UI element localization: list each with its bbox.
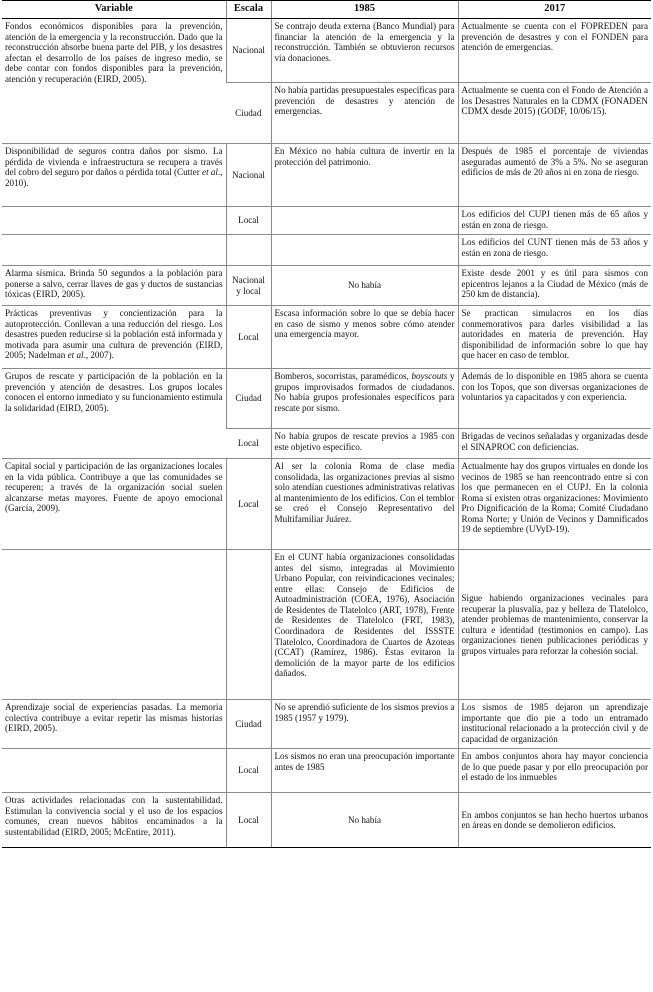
cell-1985 <box>271 207 458 235</box>
table-row <box>2 207 651 235</box>
variable-text-post: ., 2010). <box>5 167 223 188</box>
cell-1985-pre: Bomberos, socorristas, paramédicos, <box>274 371 412 382</box>
table-row <box>2 235 651 266</box>
cell-1985: Se contrajo deuda externa (Banco Mundial) para financiar la atención de la emergencia y la reconstrucción. También se obtuvieron recursos vía donaciones. <box>271 19 458 83</box>
scale-cell: Local <box>226 749 271 793</box>
table-row <box>2 19 651 83</box>
cell-1985-em: boyscouts <box>411 371 448 382</box>
cell-1985-post: y grupos improvisados formados de ciudadanos. No había grupos profesionales específicos para rescate por sismo. <box>274 371 455 413</box>
cell-2017: Actualmente se cuenta con el Fondo de Atención a los Desastres Naturales en la CDMX (FONADEN CDMX desde 2015) (GODF, 10/06/15). <box>458 83 651 144</box>
variable-text-pre: Disponibilidad de seguros contra daños por sismo. La pérdida de vivienda e infraestructura se recupera a través del cobro del seguro por daños o pérdida total (Cutter <box>5 146 223 178</box>
scale-cell: Local <box>226 793 271 848</box>
cell-2017: Los edificios del CUPJ tienen más de 65 años y están en zona de riesgo. <box>458 207 651 235</box>
table-row <box>2 306 651 369</box>
cell-1985: Los sismos no eran una preocupación importante antes de 1985 <box>271 749 458 793</box>
scale-cell: Local <box>226 429 271 459</box>
table-row <box>2 369 651 429</box>
cell-2017: Los edificios del CUNT tienen más de 53 años y están en zona de riesgo. <box>458 235 651 266</box>
cell-2017: En ambos conjuntos se han hecho huertos urbanos en áreas en donde se demolieron edificios. <box>458 793 651 848</box>
cell-2017: Actualmente se cuenta con el FOPREDEN para prevención de desastres y con el FONDEN para atención de emergencias. <box>458 19 651 83</box>
scale-cell: Ciudad <box>226 369 271 429</box>
scale-cell: Nacional <box>226 144 271 207</box>
cell-2017: Brigadas de vecinos señaladas y organizadas desde el SINAPROC con deficiencias. <box>458 429 651 459</box>
variable-text-em: et al <box>67 350 84 361</box>
header-1985: 1985 <box>271 1 458 19</box>
variable-text-pre: Prácticas preventivas y concientización para la autoprotección. Conllevan a una reducción del riesgo. Los desastres pueden reducirse si la población está informada y motivada para asumir una cultura de prevención (EIRD, 2005; Nadelman <box>5 308 223 361</box>
table-row <box>2 550 651 700</box>
variable-cell: Capital social y participación de las organizaciones locales en la vida pública. Contribuye a que las comunidades se recuperen; a través de la organización social suelen alcanzarse metas mayores. Fuente de apoyo emocional (García, 2009). <box>2 459 226 550</box>
variable-cell: Otras actividades relacionadas con la sustentabilidad. Estimulan la convivencia social y el uso de los espacios comunes, crean nuevos hábitos encaminados a la sustentabilidad (EIRD, 2005; McEntire, 2011). <box>2 793 226 848</box>
variable-text-em: et al <box>202 167 218 178</box>
scale-cell: Nacional <box>226 19 271 83</box>
variable-cell <box>2 207 226 235</box>
table-row <box>2 700 651 749</box>
cell-2017: En ambos conjuntos ahora hay mayor conciencia de lo que puede pasar y por ello preocupación por el estado de los inmuebles <box>458 749 651 793</box>
cell-1985: No se aprendió suficiente de los sismos previos a 1985 (1957 y 1979). <box>271 700 458 749</box>
cell-2017: Además de lo disponible en 1985 ahora se cuenta con los Topos, que son diversas organizaciones de voluntarios ya capacitados y con experiencia. <box>458 369 651 429</box>
variable-cell <box>2 749 226 793</box>
cell-1985 <box>271 369 458 429</box>
cell-1985: No había <box>271 266 458 306</box>
variable-cell <box>2 235 226 266</box>
header-row <box>2 1 651 19</box>
cell-2017: Se practican simulacros en los días conmemorativos para darles visibilidad a las autoridades en materia de prevención. Hay disponibilidad de información sobre lo que hay que hacer en caso de temblor. <box>458 306 651 369</box>
cell-1985: No había grupos de rescate previos a 1985 con este objetivo específico. <box>271 429 458 459</box>
scale-cell <box>226 235 271 266</box>
variable-cell: Fondos económicos disponibles para la prevención, atención de la emergencia y la reconstrucción. Dado que la reconstrucción absorbe buena parte del PIB, y los desastres afectan el desarrollo de los países de ingreso medio, se debe contar con fondos disponibles para la prevención, atención y recuperación (EIRD, 2005). <box>2 19 226 144</box>
header-variable: Variable <box>2 1 226 19</box>
cell-2017: Actualmente hay dos grupos virtuales en donde los vecinos de 1985 se han reencontrado entre sí con los que permanecen en el CUPJ. En la colonia Roma sí existen otras organizaciones: Movimiento Pro Dignificación de la Roma; Comité Ciudadano Roma Norte; y Unión de Vecinos y Damnificados 19 de septiembre (UVyD-19). <box>458 459 651 550</box>
cell-1985: Al ser la colonia Roma de clase media consolidada, las organizaciones previas al sismo solo atendían cuestiones administrativas relativas al mantenimiento de los edificios. Con el temblor se creó el Consejo Representativo del Multifamiliar Juárez. <box>271 459 458 550</box>
variable-cell <box>2 306 226 369</box>
table-row <box>2 793 651 848</box>
variable-text-post: ., 2007). <box>83 350 114 361</box>
header-2017: 2017 <box>458 1 651 19</box>
table-row <box>2 749 651 793</box>
cell-2017: Los sismos de 1985 dejaron un aprendizaje importante que dio pie a todo un entramado institucional relacionado a la protección civil y de capacidad de organización <box>458 700 651 749</box>
scale-cell: Local <box>226 306 271 369</box>
cell-2017: Después de 1985 el porcentaje de viviendas aseguradas aumentó de 3% a 5%. No se aseguran edificios de más de 20 años ni en zona de riesgo. <box>458 144 651 207</box>
cell-1985: No había partidas presupuestales específicas para prevención de desastres y atención de emergencias. <box>271 83 458 144</box>
cell-2017: Existe desde 2001 y es útil para sismos con epicentros lejanos a la Ciudad de México (más de 250 km de distancia). <box>458 266 651 306</box>
table-row <box>2 459 651 550</box>
cell-1985: Escasa información sobre lo que se debía hacer en caso de sismo y menos sobre cómo atender una emergencia mayor. <box>271 306 458 369</box>
scale-cell: Local <box>226 207 271 235</box>
table-row <box>2 144 651 207</box>
cell-1985: En México no había cultura de invertir en la protección del patrimonio. <box>271 144 458 207</box>
scale-cell <box>226 550 271 700</box>
table-row <box>2 266 651 306</box>
header-escala: Escala <box>226 1 271 19</box>
variable-cell: Aprendizaje social de experiencias pasadas. La memoria colectiva contribuye a evitar repetir las mismas historias (EIRD, 2005). <box>2 700 226 749</box>
variable-cell: Alarma sísmica. Brinda 50 segundos a la población para ponerse a salvo, cerrar llaves de gas y ductos de sustancias tóxicas (EIRD, 2005). <box>2 266 226 306</box>
scale-cell: Ciudad <box>226 83 271 144</box>
scale-cell: Nacional y local <box>226 266 271 306</box>
comparison-table <box>2 0 651 848</box>
cell-1985: No había <box>271 793 458 848</box>
variable-cell <box>2 550 226 700</box>
variable-cell <box>2 144 226 207</box>
cell-1985 <box>271 235 458 266</box>
variable-cell: Grupos de rescate y participación de la población en la prevención y atención de desastres. Los grupos locales conocen el entorno inmediato y su funcionamiento estimula la solidaridad (EIRD, 2005). <box>2 369 226 459</box>
cell-1985: En el CUNT había organizaciones consolidadas antes del sismo, integradas al Movimiento Urbano Popular, con reivindicaciones vecinales; entre ellas: Consejo de Edificios de Autoadministración (COEA, 1976), Asociación de Residentes de Tlatelolco (ART, 1978), Frente de Residentes de Tlatelolco (FRT, 1983), Coordinadora de Residentes del ISSSTE Tlatelolco, Coordinadora de Cuartos de Azoteas (CCAT) (Ramírez, 1986). Éstas evitaron la demolición de la mayor parte de los edificios dañados. <box>271 550 458 700</box>
scale-cell: Local <box>226 459 271 550</box>
scale-cell: Ciudad <box>226 700 271 749</box>
cell-2017: Sigue habiendo organizaciones vecinales para recuperar la plusvalía, paz y belleza de Tlatelolco, atender problemas de mantenimiento, conservar la cultura e identidad (testimonios en campo). Las organizaciones tienen publicaciones periódicas y grupos virtuales para reforzar la cohesión social. <box>458 550 651 700</box>
